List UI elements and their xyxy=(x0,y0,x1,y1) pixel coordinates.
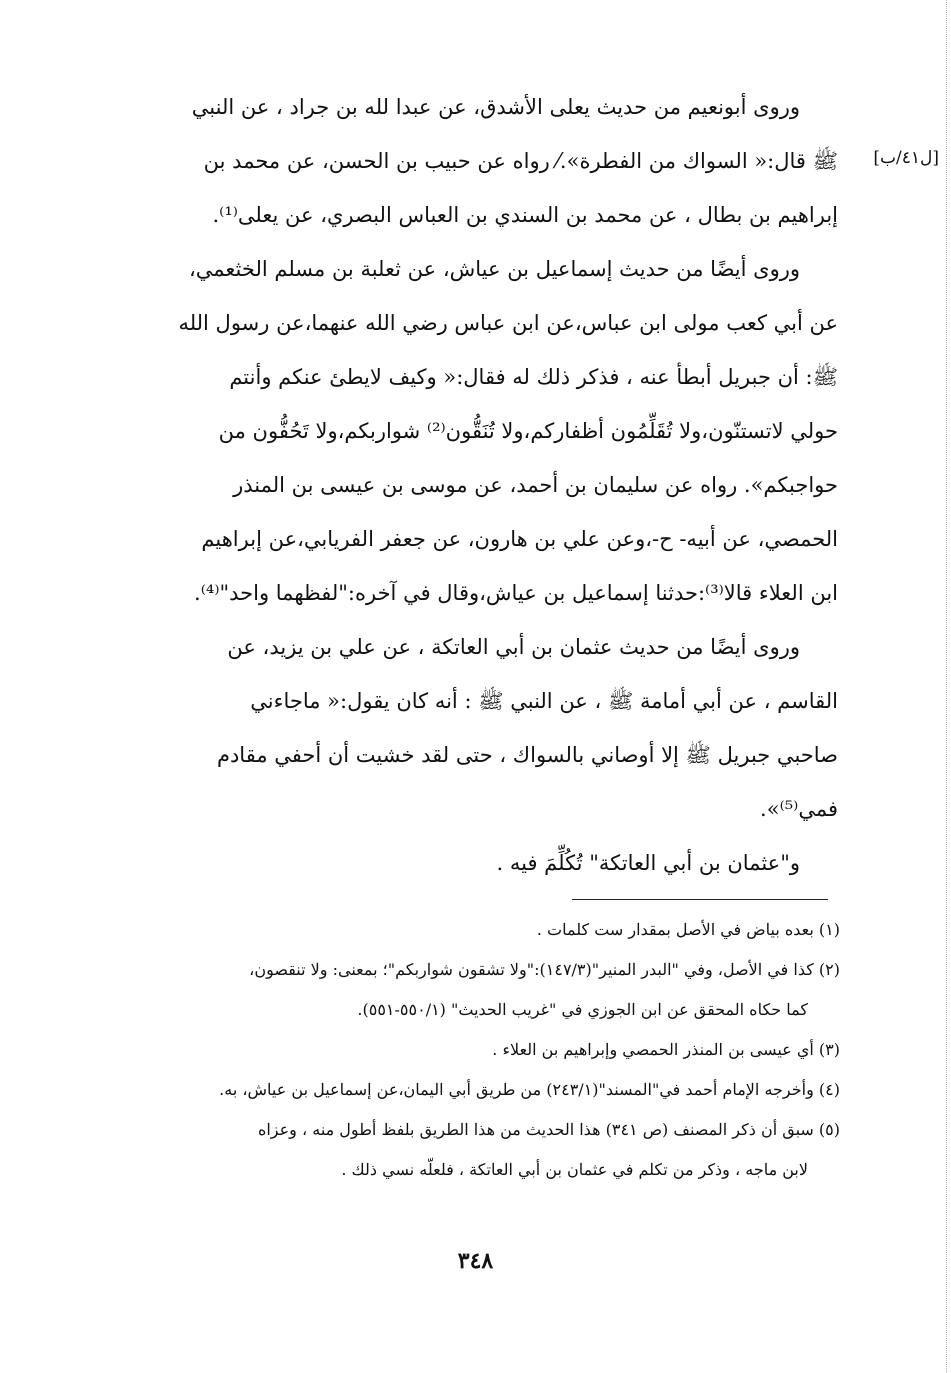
text-line: وروى أبونعيم من حديث يعلى الأشدق، عن عبدا لله بن جراد ، عن النبي xyxy=(191,95,800,119)
footnote-line: لابن ماجه ، وذكر من تكلم في عثمان بن أبي العاتكة ، فلعلّه نسي ذلك . xyxy=(341,1160,808,1179)
text-line: حواجبكم». رواه عن سليمان بن أحمد، عن موسى بن عيسى بن المنذر xyxy=(233,473,838,497)
text-line: صاحبي جبريل ﷺ إلا أوصاني بالسواك ، حتى لقد خشيت أن أحفي مقادم xyxy=(216,743,838,767)
text-line: و"عثمان بن أبي العاتكة" تُكُلِّمَ فيه . xyxy=(496,851,800,875)
footnote-line: (٤) وأخرجه الإمام أحمد في"المسند"(٢٤٣/١) من طريق أبي اليمان،عن إسماعيل بن عياش، به. xyxy=(219,1080,840,1099)
page-edge-dots xyxy=(944,0,947,1373)
text-line: ابن العلاء قالا⁽³⁾:حدثنا إسماعيل بن عياش،وقال في آخره:"لفظهما واحد"⁽⁴⁾. xyxy=(194,581,838,605)
text-line: ﷺ: أن جبريل أبطأ عنه ، فذكر ذلك له فقال:« وكيف لايطئ عنكم وأنتم xyxy=(229,365,838,389)
main-text-body xyxy=(118,80,838,890)
footnote-line: كما حكاه المحقق عن ابن الجوزي في "غريب الحديث" (٥٥٠/١-٥٥١). xyxy=(357,1000,808,1019)
text-line: فمي⁽⁵⁾». xyxy=(760,797,838,821)
page-number: ٣٤٨ xyxy=(457,1248,494,1274)
text-line: القاسم ، عن أبي أمامة ﷺ ، عن النبي ﷺ : أنه كان يقول:« ماجاءني xyxy=(250,689,838,713)
manuscript-folio-reference: [ل٤١/ب] xyxy=(873,148,939,168)
text-line: وروى أيضًا من حديث عثمان بن أبي العاتكة ، عن علي بن يزيد، عن xyxy=(227,635,800,659)
footnote-line: (٥) سبق أن ذكر المصنف (ص ٣٤١) هذا الحديث من هذا الطريق بلفظ أطول منه ، وعزاه xyxy=(257,1120,840,1139)
text-line: إبراهيم بن بطال ، عن محمد بن السندي بن العباس البصري، عن يعلى⁽¹⁾. xyxy=(212,203,838,227)
text-line: الحمصي، عن أبيه- ح-،وعن علي بن هارون، عن جعفر الفريابي،عن إبراهيم xyxy=(201,527,838,551)
text-line: وروى أيضًا من حديث إسماعيل بن عياش، عن ثعلبة بن مسلم الخثعمي، xyxy=(189,257,800,281)
footnote-line: (٣) أي عيسى بن المنذر الحمصي وإبراهيم بن العلاء . xyxy=(492,1040,840,1059)
footnotes-section xyxy=(112,910,840,1190)
footnote-separator xyxy=(572,899,828,900)
text-line: حولي لاتستنّون،ولا تُقَلِّمُون أظفاركم،ولا تُنَقُّون⁽²⁾ شواربكم،ولا تَحُفُّون من xyxy=(218,419,838,443)
footnote-line: (١) بعده بياض في الأصل بمقدار ست كلمات . xyxy=(536,920,840,939)
text-line: ﷺ قال:« السواك من الفطرة».⁄ رواه عن حبيب بن الحسن، عن محمد بن xyxy=(203,149,838,173)
footnote-line: (٢) كذا في الأصل، وفي "البدر المنير"(١٤٧/٣):"ولا تشقون شواربكم"؛ بمعنى: ولا تنقصون، xyxy=(249,960,840,979)
text-line: عن أبي كعب مولى ابن عباس،عن ابن عباس رضي الله عنهما،عن رسول الله xyxy=(178,311,838,335)
